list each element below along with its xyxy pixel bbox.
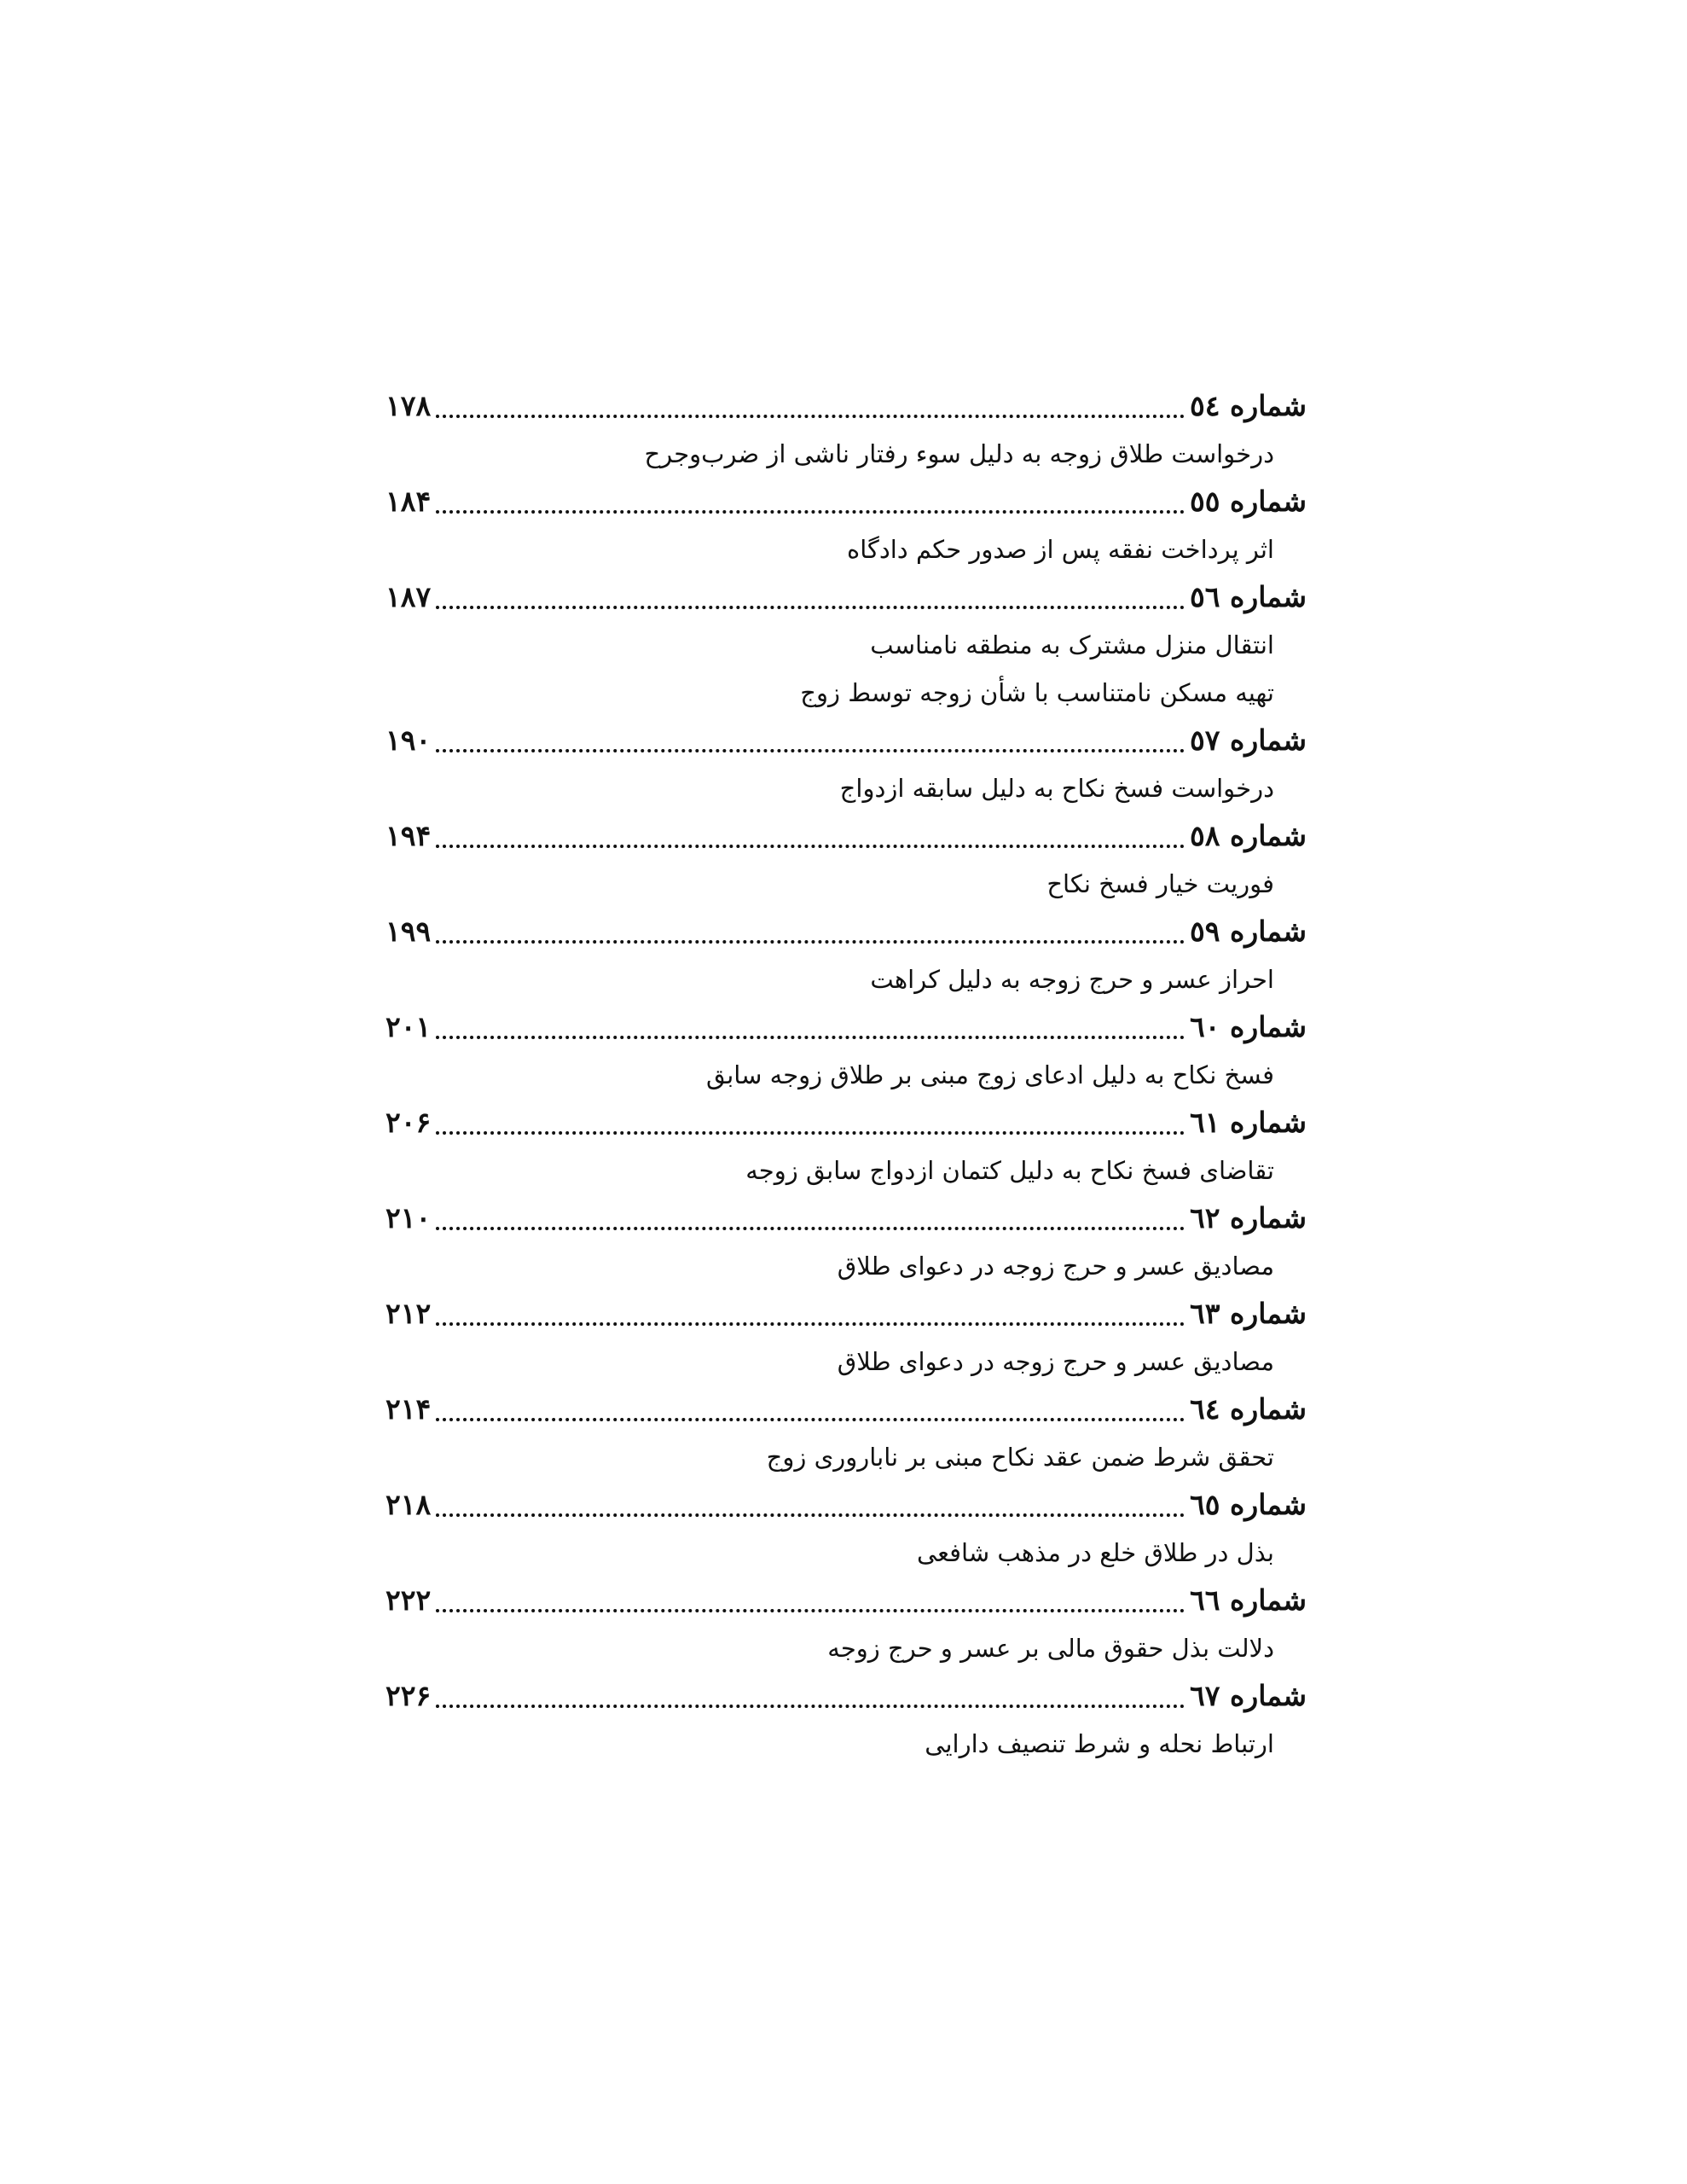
toc-entry [386, 478, 1307, 573]
toc-entry-title: شماره ٥٥ [1190, 485, 1307, 518]
toc-page-number: ۱۹۹ [386, 915, 432, 948]
toc-entry [386, 1290, 1307, 1385]
toc-entry-heading [386, 1672, 1307, 1720]
toc-page-number: ۲۲۲ [386, 1583, 432, 1617]
toc-entry-title: شماره ٦٣ [1190, 1297, 1307, 1330]
toc-entry-title: شماره ٦١ [1190, 1106, 1307, 1139]
toc-entry [386, 717, 1307, 812]
toc-entry-heading [386, 1194, 1307, 1242]
toc-entry-title: شماره ٥٧ [1190, 723, 1307, 757]
toc-page-number: ۱۷۸ [386, 389, 432, 422]
toc-entry-title: شماره ٥٦ [1190, 580, 1307, 613]
toc-page-number: ۲۲۶ [386, 1679, 432, 1712]
toc-entry [386, 382, 1307, 478]
dot-leader [436, 845, 1185, 848]
toc-page-number: ۱۹۴ [386, 819, 432, 852]
toc-entry-heading [386, 1290, 1307, 1338]
toc-entry-subtitle: بذل در طلاق خلع در مذهب شافعی [916, 1538, 1274, 1567]
dot-leader [436, 1227, 1185, 1230]
toc-entry-title: شماره ٦٢ [1190, 1201, 1307, 1234]
toc-page-number: ۱۹۰ [386, 723, 432, 757]
toc-entry-subtitle: تهیه مسکن نامتناسب با شأن زوجه توسط زوج [800, 678, 1274, 707]
toc-entry-title: شماره ٦٦ [1190, 1583, 1307, 1617]
toc-entry-heading [386, 478, 1307, 526]
toc-entry-subtitle: احراز عسر و حرج زوجه به دلیل کراهت [870, 965, 1274, 994]
toc-entry-subtitle: مصادیق عسر و حرج زوجه در دعوای طلاق [837, 1347, 1274, 1376]
toc-entry [386, 1577, 1307, 1672]
toc-entry-title: شماره ٦٥ [1190, 1488, 1307, 1521]
toc-entry-heading [386, 1481, 1307, 1529]
toc-entry-subtitle: ارتباط نحله و شرط تنصیف دارایی [925, 1729, 1274, 1758]
dot-leader [436, 1036, 1185, 1039]
dot-leader [436, 606, 1185, 609]
toc-entry-subtitle: فوریت خیار فسخ نکاح [1046, 869, 1274, 898]
toc-entry-subtitle: دلالت بذل حقوق مالی بر عسر و حرج زوجه [827, 1634, 1274, 1663]
dot-leader [436, 1609, 1185, 1612]
dot-leader [436, 1131, 1185, 1135]
toc-entry [386, 1099, 1307, 1194]
toc-entry-title: شماره ٥٨ [1190, 819, 1307, 852]
dot-leader [436, 1322, 1185, 1326]
toc-entry-title: شماره ٦٧ [1190, 1679, 1307, 1712]
toc-entry-subtitle: تحقق شرط ضمن عقد نکاح مبنی بر ناباروری زوج [766, 1443, 1274, 1472]
toc-page-number: ۲۰۱ [386, 1010, 432, 1043]
toc-entry-heading [386, 717, 1307, 764]
dot-leader [436, 749, 1185, 752]
toc-entry-subtitle: مصادیق عسر و حرج زوجه در دعوای طلاق [837, 1252, 1274, 1281]
toc-entry-subtitle: درخواست طلاق زوجه به دلیل سوء رفتار ناشی از ضرب‌وجرح [644, 439, 1274, 468]
dot-leader [436, 415, 1185, 418]
toc-entry-heading [386, 908, 1307, 956]
toc-entry-heading [386, 573, 1307, 621]
toc-entry-heading [386, 1577, 1307, 1624]
dot-leader [436, 940, 1185, 944]
toc-entry [386, 1481, 1307, 1577]
toc-entry-title: شماره ٥٩ [1190, 915, 1307, 948]
toc-entry-subtitle: اثر پرداخت نفقه پس از صدور حکم دادگاه [847, 535, 1274, 564]
toc-entry-heading [386, 1099, 1307, 1147]
toc-entry-title: شماره ٦٠ [1190, 1010, 1307, 1043]
dot-leader [436, 1513, 1185, 1517]
toc-entry-heading [386, 382, 1307, 430]
toc-page-number: ۲۱۰ [386, 1201, 432, 1234]
toc-entry [386, 1385, 1307, 1481]
toc-entry-subtitle: فسخ نکاح به دلیل ادعای زوج مبنی بر طلاق زوجه سابق [706, 1060, 1274, 1089]
dot-leader [436, 510, 1185, 514]
toc-entry-subtitle: انتقال منزل مشترک به منطقه نامناسب [870, 630, 1274, 659]
toc-page-number: ۲۱۲ [386, 1297, 432, 1330]
toc-entry [386, 573, 1307, 717]
toc-page-number: ۲۱۴ [386, 1392, 432, 1426]
dot-leader [436, 1705, 1185, 1708]
toc-entry-heading [386, 1385, 1307, 1433]
toc-entry-heading [386, 1003, 1307, 1051]
toc-entry-title: شماره ٦٤ [1190, 1392, 1307, 1426]
toc-entry-title: شماره ٥٤ [1190, 389, 1307, 422]
table-of-contents [386, 382, 1307, 1768]
toc-page-number: ۲۰۶ [386, 1106, 432, 1139]
toc-entry [386, 812, 1307, 908]
toc-entry [386, 1194, 1307, 1290]
toc-page-number: ۱۸۷ [386, 580, 432, 613]
toc-page-number: ۲۱۸ [386, 1488, 432, 1521]
toc-page-number: ۱۸۴ [386, 485, 432, 518]
dot-leader [436, 1418, 1185, 1421]
toc-entry [386, 1003, 1307, 1099]
toc-entry-heading [386, 812, 1307, 860]
toc-entry-subtitle: تقاضای فسخ نکاح به دلیل کتمان ازدواج سابق زوجه [745, 1156, 1274, 1185]
toc-entry [386, 1672, 1307, 1768]
toc-entry [386, 908, 1307, 1003]
toc-entry-subtitle: درخواست فسخ نکاح به دلیل سابقه ازدواج [839, 774, 1274, 803]
